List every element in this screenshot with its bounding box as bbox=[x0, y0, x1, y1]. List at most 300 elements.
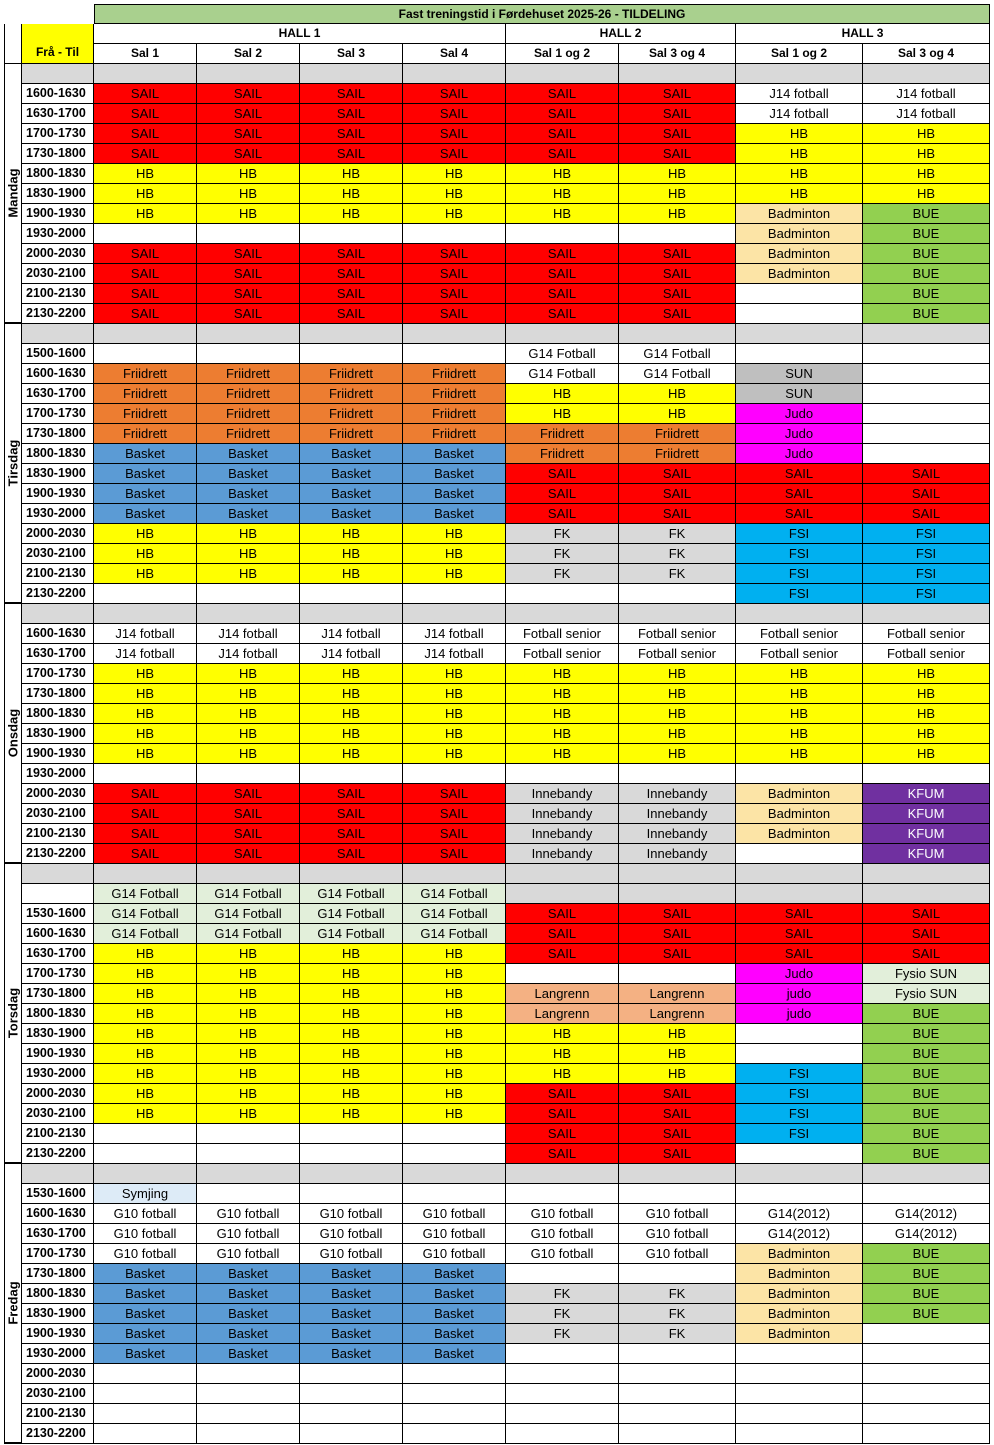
schedule-cell[interactable] bbox=[863, 1384, 990, 1404]
schedule-cell[interactable]: J14 fotball bbox=[197, 624, 300, 644]
schedule-cell[interactable]: SAIL bbox=[94, 264, 197, 284]
schedule-cell[interactable]: SAIL bbox=[619, 144, 736, 164]
schedule-cell[interactable]: SAIL bbox=[506, 84, 619, 104]
schedule-cell[interactable]: FSI bbox=[736, 1064, 863, 1084]
schedule-cell[interactable]: SAIL bbox=[94, 804, 197, 824]
schedule-cell[interactable]: SAIL bbox=[197, 784, 300, 804]
schedule-cell[interactable]: Badminton bbox=[736, 224, 863, 244]
schedule-cell[interactable]: HB bbox=[403, 524, 506, 544]
schedule-cell[interactable]: HB bbox=[300, 544, 403, 564]
schedule-cell[interactable]: J14 fotball bbox=[403, 624, 506, 644]
schedule-cell[interactable]: BUE bbox=[863, 1304, 990, 1324]
schedule-cell[interactable]: G10 fotball bbox=[300, 1224, 403, 1244]
schedule-cell[interactable] bbox=[506, 1384, 619, 1404]
schedule-cell[interactable]: HB bbox=[94, 1044, 197, 1064]
schedule-cell[interactable]: BUE bbox=[863, 1004, 990, 1024]
schedule-cell[interactable]: Basket bbox=[300, 444, 403, 464]
schedule-cell[interactable]: Basket bbox=[300, 1284, 403, 1304]
schedule-cell[interactable] bbox=[94, 764, 197, 784]
schedule-cell[interactable]: BUE bbox=[863, 1064, 990, 1084]
schedule-cell[interactable] bbox=[300, 1404, 403, 1424]
schedule-cell[interactable] bbox=[300, 224, 403, 244]
schedule-cell[interactable]: FK bbox=[506, 1304, 619, 1324]
schedule-cell[interactable]: HB bbox=[300, 204, 403, 224]
schedule-cell[interactable]: SAIL bbox=[403, 104, 506, 124]
schedule-cell[interactable] bbox=[736, 844, 863, 864]
schedule-cell[interactable]: HB bbox=[300, 684, 403, 704]
schedule-cell[interactable]: HB bbox=[619, 404, 736, 424]
schedule-cell[interactable]: Symjing bbox=[94, 1184, 197, 1204]
schedule-cell[interactable] bbox=[197, 1124, 300, 1144]
schedule-cell[interactable]: HB bbox=[736, 744, 863, 764]
schedule-cell[interactable]: SAIL bbox=[506, 304, 619, 324]
schedule-cell[interactable]: FSI bbox=[736, 544, 863, 564]
schedule-cell[interactable]: Fotball senior bbox=[506, 644, 619, 664]
schedule-cell[interactable]: SAIL bbox=[506, 464, 619, 484]
schedule-cell[interactable]: HB bbox=[619, 1024, 736, 1044]
schedule-cell[interactable]: HB bbox=[300, 984, 403, 1004]
schedule-cell[interactable]: HB bbox=[94, 964, 197, 984]
schedule-cell[interactable] bbox=[506, 584, 619, 604]
schedule-cell[interactable]: FSI bbox=[863, 584, 990, 604]
schedule-cell[interactable]: G10 fotball bbox=[94, 1204, 197, 1224]
schedule-cell[interactable]: Friidrett bbox=[300, 384, 403, 404]
schedule-cell[interactable] bbox=[94, 1384, 197, 1404]
schedule-cell[interactable] bbox=[300, 1124, 403, 1144]
schedule-cell[interactable]: HB bbox=[619, 204, 736, 224]
schedule-cell[interactable]: SAIL bbox=[506, 104, 619, 124]
schedule-cell[interactable]: FK bbox=[619, 544, 736, 564]
schedule-cell[interactable] bbox=[736, 1424, 863, 1444]
schedule-cell[interactable] bbox=[506, 884, 619, 904]
schedule-cell[interactable]: Badminton bbox=[736, 1284, 863, 1304]
schedule-cell[interactable] bbox=[197, 344, 300, 364]
schedule-cell[interactable]: SAIL bbox=[403, 804, 506, 824]
schedule-cell[interactable]: BUE bbox=[863, 304, 990, 324]
schedule-cell[interactable]: SAIL bbox=[736, 924, 863, 944]
schedule-cell[interactable]: Basket bbox=[403, 504, 506, 524]
schedule-cell[interactable]: Friidrett bbox=[506, 444, 619, 464]
schedule-cell[interactable]: Badminton bbox=[736, 1264, 863, 1284]
schedule-cell[interactable]: Friidrett bbox=[300, 424, 403, 444]
schedule-cell[interactable]: SAIL bbox=[619, 1124, 736, 1144]
schedule-cell[interactable]: SAIL bbox=[403, 304, 506, 324]
schedule-cell[interactable]: HB bbox=[94, 724, 197, 744]
schedule-cell[interactable]: Basket bbox=[300, 504, 403, 524]
schedule-cell[interactable]: HB bbox=[506, 204, 619, 224]
schedule-cell[interactable]: SAIL bbox=[197, 124, 300, 144]
schedule-cell[interactable]: G10 fotball bbox=[197, 1224, 300, 1244]
schedule-cell[interactable]: SAIL bbox=[94, 144, 197, 164]
schedule-cell[interactable] bbox=[94, 1144, 197, 1164]
schedule-cell[interactable]: HB bbox=[300, 744, 403, 764]
schedule-cell[interactable]: judo bbox=[736, 1004, 863, 1024]
schedule-cell[interactable]: Basket bbox=[94, 444, 197, 464]
schedule-cell[interactable]: SUN bbox=[736, 384, 863, 404]
schedule-cell[interactable]: SAIL bbox=[506, 1124, 619, 1144]
schedule-cell[interactable]: SAIL bbox=[94, 824, 197, 844]
schedule-cell[interactable]: HB bbox=[94, 1004, 197, 1024]
schedule-cell[interactable]: Basket bbox=[403, 464, 506, 484]
schedule-cell[interactable]: SAIL bbox=[619, 1144, 736, 1164]
schedule-cell[interactable]: SAIL bbox=[863, 924, 990, 944]
schedule-cell[interactable]: SAIL bbox=[300, 304, 403, 324]
schedule-cell[interactable]: HB bbox=[94, 944, 197, 964]
schedule-cell[interactable]: G14 Fotball bbox=[197, 904, 300, 924]
schedule-cell[interactable]: SAIL bbox=[506, 124, 619, 144]
schedule-cell[interactable] bbox=[863, 384, 990, 404]
schedule-cell[interactable]: HB bbox=[506, 724, 619, 744]
schedule-cell[interactable]: Basket bbox=[403, 484, 506, 504]
schedule-cell[interactable]: Basket bbox=[403, 1284, 506, 1304]
schedule-cell[interactable]: KFUM bbox=[863, 824, 990, 844]
schedule-cell[interactable]: Basket bbox=[300, 1264, 403, 1284]
schedule-cell[interactable]: G14(2012) bbox=[736, 1224, 863, 1244]
schedule-cell[interactable]: HB bbox=[197, 1044, 300, 1064]
schedule-cell[interactable] bbox=[506, 964, 619, 984]
schedule-cell[interactable]: Basket bbox=[94, 1284, 197, 1304]
schedule-cell[interactable] bbox=[506, 764, 619, 784]
schedule-cell[interactable]: Friidrett bbox=[619, 424, 736, 444]
schedule-cell[interactable]: HB bbox=[736, 144, 863, 164]
schedule-cell[interactable] bbox=[197, 1364, 300, 1384]
schedule-cell[interactable]: G10 fotball bbox=[619, 1224, 736, 1244]
schedule-cell[interactable]: Friidrett bbox=[197, 384, 300, 404]
schedule-cell[interactable]: KFUM bbox=[863, 844, 990, 864]
schedule-cell[interactable]: G14 Fotball bbox=[300, 904, 403, 924]
schedule-cell[interactable] bbox=[197, 1404, 300, 1424]
schedule-cell[interactable]: Innebandy bbox=[506, 824, 619, 844]
schedule-cell[interactable] bbox=[619, 1184, 736, 1204]
schedule-cell[interactable]: Fotball senior bbox=[619, 644, 736, 664]
schedule-cell[interactable]: SAIL bbox=[197, 144, 300, 164]
schedule-cell[interactable]: Fotball senior bbox=[619, 624, 736, 644]
schedule-cell[interactable] bbox=[863, 344, 990, 364]
schedule-cell[interactable] bbox=[197, 1424, 300, 1444]
schedule-cell[interactable]: G14 Fotball bbox=[94, 904, 197, 924]
schedule-cell[interactable]: HB bbox=[94, 524, 197, 544]
schedule-cell[interactable]: SAIL bbox=[197, 824, 300, 844]
schedule-cell[interactable]: SAIL bbox=[403, 784, 506, 804]
schedule-cell[interactable]: FK bbox=[619, 564, 736, 584]
schedule-cell[interactable]: HB bbox=[403, 744, 506, 764]
schedule-cell[interactable]: HB bbox=[197, 964, 300, 984]
schedule-cell[interactable]: Badminton bbox=[736, 1324, 863, 1344]
schedule-cell[interactable]: Judo bbox=[736, 404, 863, 424]
schedule-cell[interactable]: J14 fotball bbox=[94, 624, 197, 644]
schedule-cell[interactable] bbox=[619, 224, 736, 244]
schedule-cell[interactable]: SAIL bbox=[197, 264, 300, 284]
schedule-cell[interactable]: FK bbox=[506, 1284, 619, 1304]
schedule-cell[interactable]: Badminton bbox=[736, 264, 863, 284]
schedule-cell[interactable]: HB bbox=[403, 1004, 506, 1024]
schedule-cell[interactable]: FK bbox=[619, 524, 736, 544]
schedule-cell[interactable]: G14(2012) bbox=[736, 1204, 863, 1224]
schedule-cell[interactable]: G14 Fotball bbox=[300, 884, 403, 904]
schedule-cell[interactable]: Fotball senior bbox=[736, 624, 863, 644]
schedule-cell[interactable]: FK bbox=[619, 1324, 736, 1344]
schedule-cell[interactable]: Badminton bbox=[736, 804, 863, 824]
schedule-cell[interactable] bbox=[506, 1264, 619, 1284]
schedule-cell[interactable]: G14 Fotball bbox=[197, 924, 300, 944]
schedule-cell[interactable]: HB bbox=[403, 544, 506, 564]
schedule-cell[interactable]: SAIL bbox=[736, 484, 863, 504]
schedule-cell[interactable]: SAIL bbox=[300, 124, 403, 144]
schedule-cell[interactable]: SAIL bbox=[619, 84, 736, 104]
schedule-cell[interactable]: HB bbox=[403, 984, 506, 1004]
schedule-cell[interactable]: BUE bbox=[863, 224, 990, 244]
schedule-cell[interactable]: Basket bbox=[300, 484, 403, 504]
schedule-cell[interactable]: Basket bbox=[197, 464, 300, 484]
schedule-cell[interactable] bbox=[863, 884, 990, 904]
schedule-cell[interactable]: G14 Fotball bbox=[619, 364, 736, 384]
schedule-cell[interactable]: SAIL bbox=[619, 904, 736, 924]
schedule-cell[interactable]: SAIL bbox=[403, 124, 506, 144]
schedule-cell[interactable]: SAIL bbox=[197, 84, 300, 104]
schedule-cell[interactable]: Judo bbox=[736, 444, 863, 464]
schedule-cell[interactable]: SAIL bbox=[197, 804, 300, 824]
schedule-cell[interactable]: FSI bbox=[736, 524, 863, 544]
schedule-cell[interactable]: SAIL bbox=[863, 484, 990, 504]
schedule-cell[interactable]: HB bbox=[736, 704, 863, 724]
schedule-cell[interactable]: Friidrett bbox=[197, 364, 300, 384]
schedule-cell[interactable] bbox=[863, 1184, 990, 1204]
schedule-cell[interactable]: FSI bbox=[863, 544, 990, 564]
schedule-cell[interactable]: HB bbox=[506, 184, 619, 204]
schedule-cell[interactable] bbox=[736, 764, 863, 784]
schedule-cell[interactable]: HB bbox=[403, 944, 506, 964]
schedule-cell[interactable] bbox=[506, 1404, 619, 1424]
schedule-cell[interactable]: HB bbox=[197, 1084, 300, 1104]
schedule-cell[interactable]: HB bbox=[506, 684, 619, 704]
schedule-cell[interactable] bbox=[736, 1184, 863, 1204]
schedule-cell[interactable]: HB bbox=[300, 1044, 403, 1064]
schedule-cell[interactable]: SAIL bbox=[619, 504, 736, 524]
schedule-cell[interactable] bbox=[94, 1404, 197, 1424]
schedule-cell[interactable] bbox=[863, 404, 990, 424]
schedule-cell[interactable]: HB bbox=[619, 184, 736, 204]
schedule-cell[interactable]: Basket bbox=[94, 1304, 197, 1324]
schedule-cell[interactable]: SAIL bbox=[94, 304, 197, 324]
schedule-cell[interactable] bbox=[619, 584, 736, 604]
schedule-cell[interactable]: G14 Fotball bbox=[403, 904, 506, 924]
schedule-cell[interactable] bbox=[300, 764, 403, 784]
schedule-cell[interactable]: HB bbox=[403, 1064, 506, 1084]
schedule-cell[interactable]: HB bbox=[506, 1064, 619, 1084]
schedule-cell[interactable]: SAIL bbox=[403, 264, 506, 284]
schedule-cell[interactable]: HB bbox=[94, 1064, 197, 1084]
schedule-cell[interactable]: SUN bbox=[736, 364, 863, 384]
schedule-cell[interactable] bbox=[736, 1044, 863, 1064]
schedule-cell[interactable]: HB bbox=[197, 1104, 300, 1124]
schedule-cell[interactable]: HB bbox=[736, 724, 863, 744]
schedule-cell[interactable]: SAIL bbox=[619, 464, 736, 484]
schedule-cell[interactable]: Basket bbox=[94, 464, 197, 484]
schedule-cell[interactable]: SAIL bbox=[619, 304, 736, 324]
schedule-cell[interactable]: BUE bbox=[863, 1244, 990, 1264]
schedule-cell[interactable]: G10 fotball bbox=[403, 1224, 506, 1244]
schedule-cell[interactable]: SAIL bbox=[506, 484, 619, 504]
schedule-cell[interactable]: Langrenn bbox=[506, 984, 619, 1004]
schedule-cell[interactable]: HB bbox=[300, 184, 403, 204]
schedule-cell[interactable]: Friidrett bbox=[94, 384, 197, 404]
schedule-cell[interactable] bbox=[197, 584, 300, 604]
schedule-cell[interactable]: G14 Fotball bbox=[300, 924, 403, 944]
schedule-cell[interactable]: G14 Fotball bbox=[619, 344, 736, 364]
schedule-cell[interactable]: SAIL bbox=[506, 904, 619, 924]
schedule-cell[interactable]: J14 fotball bbox=[736, 84, 863, 104]
schedule-cell[interactable]: HB bbox=[94, 984, 197, 1004]
schedule-cell[interactable]: G14 Fotball bbox=[94, 924, 197, 944]
schedule-cell[interactable] bbox=[863, 444, 990, 464]
schedule-cell[interactable] bbox=[863, 1364, 990, 1384]
schedule-cell[interactable]: SAIL bbox=[863, 504, 990, 524]
schedule-cell[interactable]: SAIL bbox=[619, 244, 736, 264]
schedule-cell[interactable]: HB bbox=[403, 1024, 506, 1044]
schedule-cell[interactable]: HB bbox=[506, 664, 619, 684]
schedule-cell[interactable]: SAIL bbox=[619, 1104, 736, 1124]
schedule-cell[interactable]: Basket bbox=[300, 464, 403, 484]
schedule-cell[interactable]: HB bbox=[403, 684, 506, 704]
schedule-cell[interactable] bbox=[300, 1184, 403, 1204]
schedule-cell[interactable]: J14 fotball bbox=[197, 644, 300, 664]
schedule-cell[interactable] bbox=[300, 584, 403, 604]
schedule-cell[interactable]: HB bbox=[197, 664, 300, 684]
schedule-cell[interactable]: Friidrett bbox=[619, 444, 736, 464]
schedule-cell[interactable]: HB bbox=[94, 684, 197, 704]
schedule-cell[interactable]: SAIL bbox=[863, 464, 990, 484]
schedule-cell[interactable]: HB bbox=[619, 164, 736, 184]
schedule-cell[interactable] bbox=[197, 224, 300, 244]
schedule-cell[interactable]: Basket bbox=[197, 1284, 300, 1304]
schedule-cell[interactable]: HB bbox=[94, 544, 197, 564]
schedule-cell[interactable]: G14 Fotball bbox=[506, 364, 619, 384]
schedule-cell[interactable] bbox=[619, 1364, 736, 1384]
schedule-cell[interactable] bbox=[736, 1364, 863, 1384]
schedule-cell[interactable]: SAIL bbox=[619, 484, 736, 504]
schedule-cell[interactable]: Basket bbox=[300, 1344, 403, 1364]
schedule-cell[interactable]: Innebandy bbox=[619, 844, 736, 864]
schedule-cell[interactable]: HB bbox=[197, 164, 300, 184]
schedule-cell[interactable]: Basket bbox=[94, 484, 197, 504]
schedule-cell[interactable]: HB bbox=[94, 164, 197, 184]
schedule-cell[interactable] bbox=[506, 1344, 619, 1364]
schedule-cell[interactable]: Friidrett bbox=[403, 364, 506, 384]
schedule-cell[interactable]: HB bbox=[94, 664, 197, 684]
schedule-cell[interactable] bbox=[94, 1424, 197, 1444]
schedule-cell[interactable]: HB bbox=[619, 744, 736, 764]
schedule-cell[interactable]: G10 fotball bbox=[300, 1204, 403, 1224]
schedule-cell[interactable]: SAIL bbox=[300, 844, 403, 864]
schedule-cell[interactable]: HB bbox=[300, 1084, 403, 1104]
schedule-cell[interactable]: SAIL bbox=[619, 284, 736, 304]
schedule-cell[interactable]: Basket bbox=[94, 1324, 197, 1344]
schedule-cell[interactable] bbox=[403, 1144, 506, 1164]
schedule-cell[interactable]: FSI bbox=[863, 524, 990, 544]
schedule-cell[interactable]: SAIL bbox=[403, 84, 506, 104]
schedule-cell[interactable]: BUE bbox=[863, 1264, 990, 1284]
schedule-cell[interactable]: Basket bbox=[94, 1264, 197, 1284]
schedule-cell[interactable] bbox=[619, 1344, 736, 1364]
schedule-cell[interactable] bbox=[863, 364, 990, 384]
schedule-cell[interactable]: SAIL bbox=[300, 824, 403, 844]
schedule-cell[interactable]: HB bbox=[300, 1024, 403, 1044]
schedule-cell[interactable]: HB bbox=[506, 744, 619, 764]
schedule-cell[interactable]: BUE bbox=[863, 1044, 990, 1064]
schedule-cell[interactable]: HB bbox=[94, 704, 197, 724]
schedule-cell[interactable]: Basket bbox=[403, 1304, 506, 1324]
schedule-cell[interactable]: BUE bbox=[863, 1104, 990, 1124]
schedule-cell[interactable]: SAIL bbox=[619, 124, 736, 144]
schedule-cell[interactable]: SAIL bbox=[619, 1084, 736, 1104]
schedule-cell[interactable]: BUE bbox=[863, 1284, 990, 1304]
schedule-cell[interactable]: G10 fotball bbox=[403, 1244, 506, 1264]
schedule-cell[interactable]: SAIL bbox=[619, 264, 736, 284]
schedule-cell[interactable]: SAIL bbox=[300, 784, 403, 804]
schedule-cell[interactable] bbox=[403, 344, 506, 364]
schedule-cell[interactable]: HB bbox=[619, 704, 736, 724]
schedule-cell[interactable]: Fysio SUN bbox=[863, 964, 990, 984]
schedule-cell[interactable]: Badminton bbox=[736, 784, 863, 804]
schedule-cell[interactable]: HB bbox=[736, 124, 863, 144]
schedule-cell[interactable] bbox=[94, 1124, 197, 1144]
schedule-cell[interactable]: HB bbox=[94, 1104, 197, 1124]
schedule-cell[interactable]: BUE bbox=[863, 1084, 990, 1104]
schedule-cell[interactable]: HB bbox=[403, 1044, 506, 1064]
schedule-cell[interactable]: HB bbox=[619, 384, 736, 404]
schedule-cell[interactable] bbox=[619, 1264, 736, 1284]
schedule-cell[interactable]: Basket bbox=[94, 504, 197, 524]
schedule-cell[interactable]: Friidrett bbox=[403, 424, 506, 444]
schedule-cell[interactable]: SAIL bbox=[506, 924, 619, 944]
schedule-cell[interactable] bbox=[736, 1384, 863, 1404]
schedule-cell[interactable] bbox=[736, 284, 863, 304]
schedule-cell[interactable] bbox=[197, 1184, 300, 1204]
schedule-cell[interactable]: SAIL bbox=[506, 244, 619, 264]
schedule-cell[interactable]: HB bbox=[300, 1064, 403, 1084]
schedule-cell[interactable]: Basket bbox=[197, 1324, 300, 1344]
schedule-cell[interactable]: HB bbox=[300, 724, 403, 744]
schedule-cell[interactable] bbox=[863, 424, 990, 444]
schedule-cell[interactable]: Judo bbox=[736, 424, 863, 444]
schedule-cell[interactable]: SAIL bbox=[736, 504, 863, 524]
schedule-cell[interactable]: HB bbox=[506, 384, 619, 404]
schedule-cell[interactable]: HB bbox=[506, 404, 619, 424]
schedule-cell[interactable]: HB bbox=[300, 964, 403, 984]
schedule-cell[interactable]: J14 fotball bbox=[300, 644, 403, 664]
schedule-cell[interactable] bbox=[619, 964, 736, 984]
schedule-cell[interactable]: G14 Fotball bbox=[403, 924, 506, 944]
schedule-cell[interactable]: SAIL bbox=[197, 284, 300, 304]
schedule-cell[interactable]: HB bbox=[736, 184, 863, 204]
schedule-cell[interactable]: BUE bbox=[863, 244, 990, 264]
schedule-cell[interactable]: HB bbox=[506, 164, 619, 184]
schedule-cell[interactable]: BUE bbox=[863, 1144, 990, 1164]
schedule-cell[interactable]: G14(2012) bbox=[863, 1204, 990, 1224]
schedule-cell[interactable]: Langrenn bbox=[506, 1004, 619, 1024]
schedule-cell[interactable]: G14 Fotball bbox=[403, 884, 506, 904]
schedule-cell[interactable]: Basket bbox=[197, 1304, 300, 1324]
schedule-cell[interactable]: G14 Fotball bbox=[506, 344, 619, 364]
schedule-cell[interactable]: HB bbox=[300, 944, 403, 964]
schedule-cell[interactable]: Basket bbox=[197, 444, 300, 464]
schedule-cell[interactable]: Basket bbox=[197, 1344, 300, 1364]
schedule-cell[interactable]: G10 fotball bbox=[619, 1204, 736, 1224]
schedule-cell[interactable]: SAIL bbox=[300, 284, 403, 304]
schedule-cell[interactable]: Basket bbox=[403, 1344, 506, 1364]
schedule-cell[interactable] bbox=[863, 1344, 990, 1364]
schedule-cell[interactable]: HB bbox=[197, 744, 300, 764]
